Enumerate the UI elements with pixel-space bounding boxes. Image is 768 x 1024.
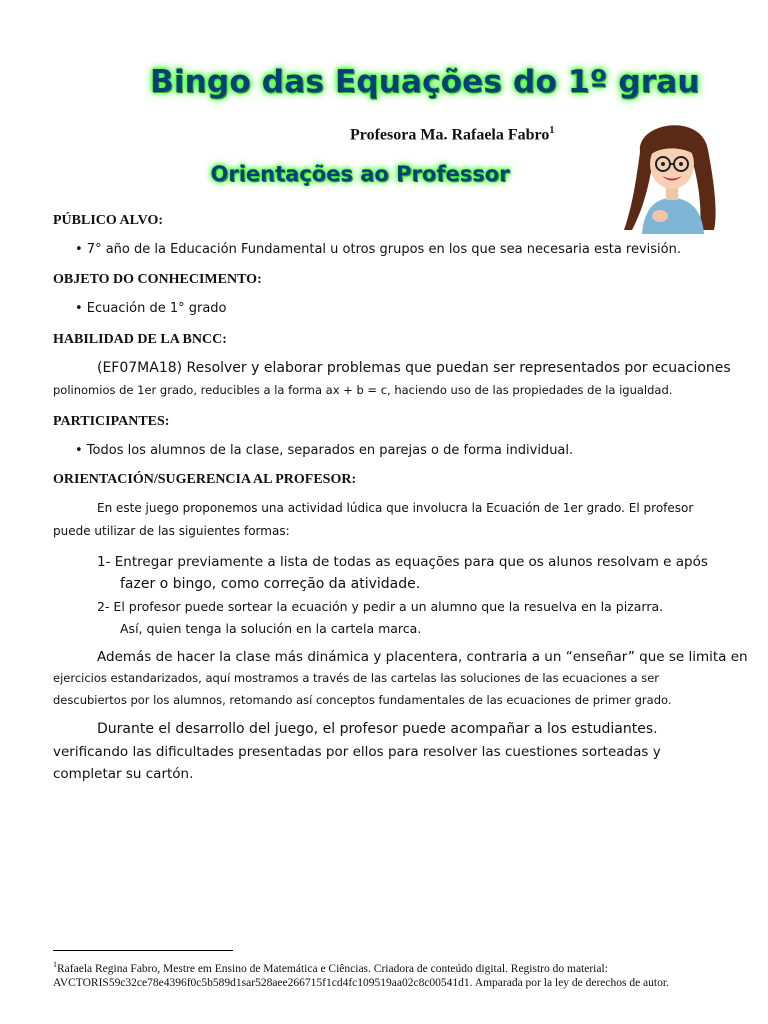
author-footnote-ref: 1 bbox=[549, 125, 555, 136]
teacher-avatar-illustration bbox=[622, 112, 722, 234]
footnote-ref: 1 bbox=[53, 960, 57, 969]
paragraph-2-line-1: Además de hacer la clase más dinámica y placentera, contraria a un “enseñar” que se limita en bbox=[97, 649, 748, 665]
habilidad-line-1: (EF07MA18) Resolver y elaborar problemas que puedan ser representados por ecuaciones bbox=[97, 360, 731, 376]
orientacion-intro-line-1: En este juego proponemos una actividad lúdica que involucra la Ecuación de 1er grado. El profesor bbox=[97, 501, 694, 515]
paragraph-3-line-1: Durante el desarrollo del juego, el profesor puede acompañar a los estudiantes. bbox=[97, 721, 658, 737]
paragraph-3-line-3: completar su cartón. bbox=[53, 766, 194, 782]
habilidad-line-2: polinomios de 1er grado, reducibles a la forma ax + b = c, haciendo uso de las propiedades de la igualdad. bbox=[53, 383, 673, 397]
heading-orientacion: ORIENTACIÓN/SUGERENCIA AL PROFESOR: bbox=[53, 472, 357, 487]
orientacion-intro-line-2: puede utilizar de las siguientes formas: bbox=[53, 524, 290, 538]
list-item-1-line-1: 1- Entregar previamente a lista de todas as equações para que os alunos resolvam e após bbox=[97, 554, 708, 570]
footnote-separator bbox=[53, 950, 233, 951]
paragraph-2-line-3: descubiertos por los alumnos, retomando así conceptos fundamentales de las ecuaciones de primer grado. bbox=[53, 693, 672, 707]
heading-habilidad-bncc: HABILIDAD DE LA BNCC: bbox=[53, 332, 227, 347]
footnote-text: Rafaela Regina Fabro, Mestre em Ensino de Matemática e Ciências. Criadora de conteúdo digital. Registro do material: AVCTORIS59c32ce78e4396f0c5b589d1sar528aee266715f1cd4fc109519aa02c8c00541d1. Amparada por la ley de derechos de autor. bbox=[53, 962, 669, 989]
footnote bbox=[53, 958, 693, 990]
list-item-2-line-2: Así, quien tenga la solución en la cartela marca. bbox=[120, 621, 422, 636]
paragraph-2-line-2: ejercicios estandarizados, aquí mostramos a través de las cartelas las soluciones de las ecuaciones a ser bbox=[53, 671, 660, 685]
bullet-objeto-conhecimento: • Ecuación de 1° grado bbox=[75, 301, 227, 316]
avatar-shirt bbox=[642, 198, 704, 234]
heading-publico-alvo: PÚBLICO ALVO: bbox=[53, 213, 164, 228]
document-subtitle: Orientações ao Professor bbox=[210, 162, 510, 186]
list-item-1-line-2: fazer o bingo, como correção da atividade. bbox=[120, 576, 421, 592]
list-item-2-line-1: 2- El profesor puede sortear la ecuación y pedir a un alumno que la resuelva en la pizarra. bbox=[97, 599, 664, 614]
heading-objeto-conhecimento: OBJETO DO CONHECIMENTO: bbox=[53, 272, 262, 287]
bullet-participantes: • Todos los alumnos de la clase, separados en parejas o de forma individual. bbox=[75, 443, 574, 458]
paragraph-3-line-2: verificando las dificultades presentadas por ellos para resolver las cuestiones sorteadas y bbox=[53, 744, 661, 760]
document-title: Bingo das Equações do 1º grau bbox=[150, 64, 700, 100]
author-name: Profesora Ma. Rafaela Fabro bbox=[350, 126, 550, 144]
bullet-publico-alvo: • 7° año de la Educación Fundamental u otros grupos en los que sea necesaria esta revisión. bbox=[75, 242, 681, 257]
heading-participantes: PARTICIPANTES: bbox=[53, 414, 170, 429]
author-line bbox=[350, 125, 554, 144]
